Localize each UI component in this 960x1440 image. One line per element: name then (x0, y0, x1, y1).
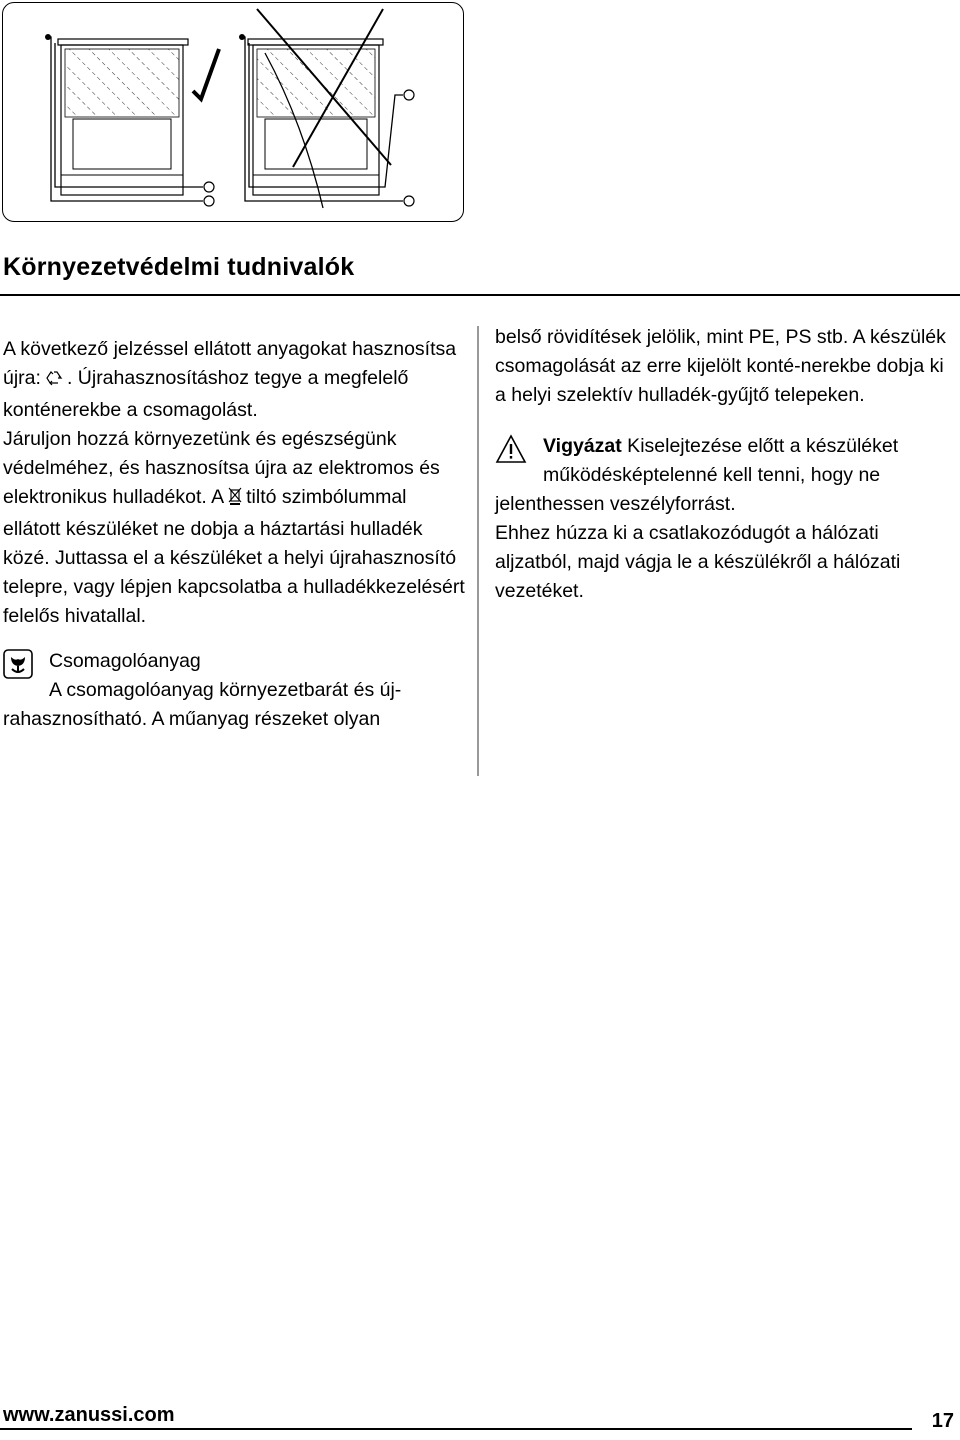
warning-line-1: Vigyázat Kiselejtezése előtt a készüléket (543, 435, 899, 457)
warning-followup: Ehhez húzza ki a csatlakozódugót a hálózati aljzatból, majd vágja le a készülékről a hálózati vezetéket. (495, 522, 901, 602)
warning-note (495, 432, 957, 519)
recycling-paragraph: A következő jelzéssel ellátott anyagokat hasznosítsa újra: . Újrahasznosításhoz tegye a megfelelő konténerekbe a csomagolást. (3, 338, 457, 421)
correct-installation-drawing (45, 34, 219, 206)
warning-rest: jelenthessen veszélyforrást. (495, 493, 736, 515)
footer-url[interactable]: www.zanussi.com (3, 1404, 175, 1426)
environment-leaf-icon (3, 649, 33, 688)
packaging-continued: belső rövidítések jelölik, mint PE, PS stb. A készülék csomagolását az erre kijelölt konté-nerekbe dobja ki a helyi szelektív hulladék-gyűjtő telepeken. (495, 326, 946, 406)
title-divider (0, 294, 960, 296)
check-mark-icon (193, 49, 219, 99)
section-title: Környezetvédelmi tudnivalók (3, 253, 355, 281)
installation-illustration (2, 2, 464, 222)
weee-paragraph: Járuljon hozzá környezetünk és egészségünk védelméhez, és hasznosítsa újra az elektromos és elektronikus hulladékot. A tiltó szimbólummal ellátott készüléket ne dobja a háztartási hulladék közé. Juttassa el a készüléket a helyi újrahasznosító telepre, vagy lépjen kapcsolatba a hulladékkezelésért felelős hivatallal. (3, 428, 465, 627)
recycle-icon (45, 367, 63, 396)
packaging-text-start: A csomagolóanyag környezetbarát és új- (49, 679, 402, 701)
column-divider (477, 326, 479, 776)
footer-divider (0, 1428, 912, 1430)
packaging-note (3, 647, 465, 734)
appliance-diagrams (3, 3, 464, 222)
page-number: 17 (931, 1410, 954, 1432)
incorrect-installation-drawing (239, 9, 414, 208)
packaging-text-rest: rahasznosítható. A műanyag részeket olyan (3, 708, 381, 730)
warning-triangle-icon (495, 434, 527, 473)
left-column (3, 335, 465, 734)
warning-label: Vigyázat (543, 435, 622, 457)
right-column (495, 323, 957, 606)
packaging-title: Csomagolóanyag (49, 650, 201, 672)
crossed-bin-icon (228, 486, 242, 515)
warning-line-2: működésképtelenné kell tenni, hogy ne (543, 464, 881, 486)
